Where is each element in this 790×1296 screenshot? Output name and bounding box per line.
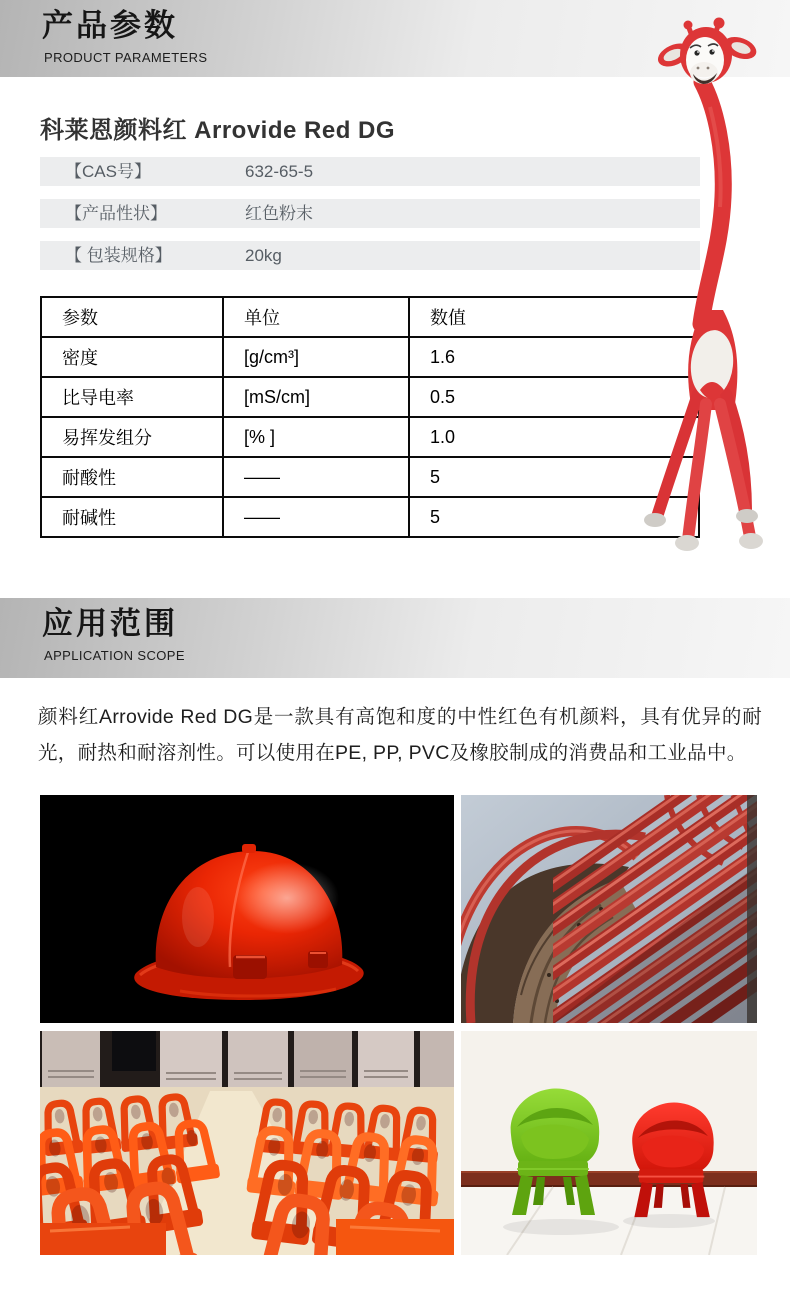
photo-kids-plastic-chairs (461, 1031, 757, 1255)
table-row (41, 497, 699, 537)
section-title-application: 应用范围 (42, 606, 178, 641)
info-row-packaging (40, 241, 700, 270)
cell-parameter: 耐酸性 (41, 457, 223, 497)
product-info-rows (40, 157, 700, 283)
info-label: 【产品性状】 (65, 204, 167, 223)
cell-value: 1.6 (409, 337, 699, 377)
info-value: 红色粉末 (245, 204, 313, 223)
parameters-table (40, 296, 700, 538)
cell-unit: [g/cm³] (223, 337, 409, 377)
cell-value: 5 (409, 497, 699, 537)
section-subtitle-application: APPLICATION SCOPE (44, 648, 185, 663)
cell-unit: [% ] (223, 417, 409, 457)
photo-red-safety-helmet (40, 795, 454, 1023)
col-header-value: 数值 (409, 297, 699, 337)
section-subtitle-parameters: PRODUCT PARAMETERS (44, 50, 208, 65)
col-header-parameter: 参数 (41, 297, 223, 337)
info-row-cas (40, 157, 700, 186)
cell-parameter: 耐碱性 (41, 497, 223, 537)
info-value: 632-65-5 (245, 162, 314, 181)
col-header-unit: 单位 (223, 297, 409, 337)
cell-unit: —— (223, 497, 409, 537)
giraffe-mascot-image (640, 12, 790, 560)
cell-parameter: 密度 (41, 337, 223, 377)
table-row (41, 417, 699, 457)
cell-value: 1.0 (409, 417, 699, 457)
table-header-row (41, 297, 699, 337)
cell-unit: [mS/cm] (223, 377, 409, 417)
photo-orange-plastic-chairs (40, 1031, 454, 1255)
info-value: 20kg (245, 246, 282, 265)
table-row (41, 377, 699, 417)
cell-unit: —— (223, 457, 409, 497)
section-title-parameters: 产品参数 (42, 8, 178, 43)
cell-parameter: 比导电率 (41, 377, 223, 417)
table-row (41, 457, 699, 497)
info-label: 【 包装规格】 (65, 246, 172, 265)
cell-value: 0.5 (409, 377, 699, 417)
cell-parameter: 易挥发组分 (41, 417, 223, 457)
application-photo-grid (40, 795, 757, 1255)
application-description: 颜料红Arrovide Red DG是一款具有高饱和度的中性红色有机颜料，具有优异的耐光，耐热和耐溶剂性。可以使用在PE, PP, PVC及橡胶制成的消费品和工业品中。 (38, 706, 762, 764)
photo-red-cable-coil (461, 795, 757, 1023)
info-label: 【CAS号】 (65, 162, 151, 181)
application-scope-band (0, 598, 790, 678)
info-row-appearance (40, 199, 700, 228)
product-title: 科莱恩颜料红 Arrovide Red DG (40, 117, 396, 144)
cell-value: 5 (409, 457, 699, 497)
table-row (41, 337, 699, 377)
